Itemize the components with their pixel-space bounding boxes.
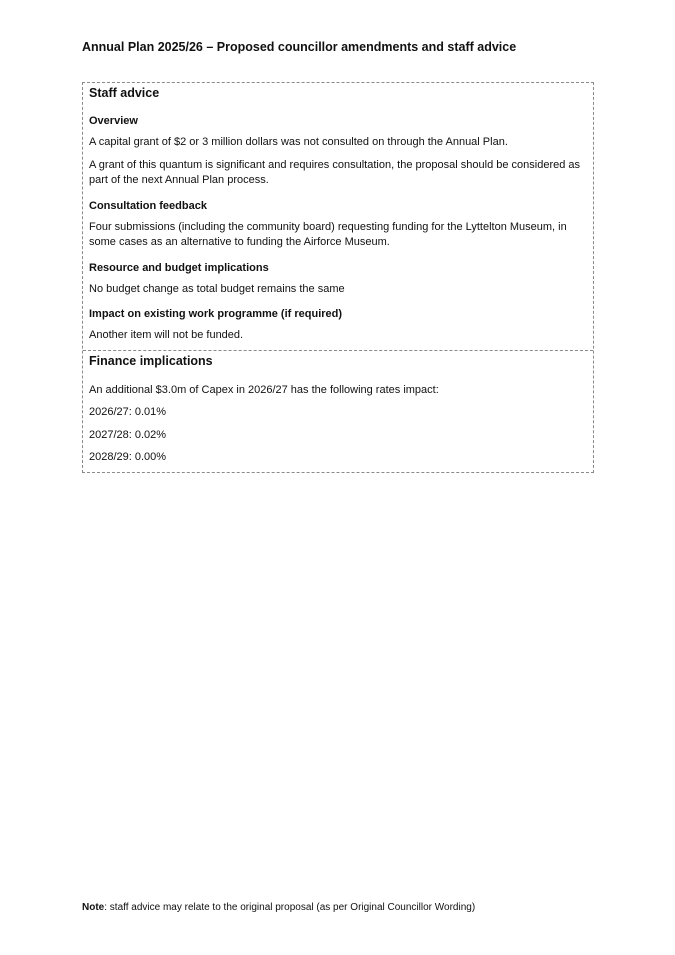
footnote	[82, 902, 475, 913]
rates-impact-2027-28: 2027/28: 0.02%	[89, 428, 167, 441]
page-title: Annual Plan 2025/26 – Proposed councillor amendments and staff advice	[82, 40, 517, 54]
overview-paragraph-1: A capital grant of $2 or 3 million dollars was not consulted on through the Annual Plan.	[89, 136, 508, 148]
consultation-feedback-paragraph: Four submissions (including the community board) requesting funding for the Lyttelton Museum, in some cases as an alternative to funding the Airforce Museum.	[89, 220, 567, 248]
resource-budget-heading: Resource and budget implications	[89, 261, 269, 274]
staff-advice-heading: Staff advice	[89, 86, 160, 100]
footnote-label: Note	[82, 902, 105, 913]
resource-budget-paragraph: No budget change as total budget remains the same	[89, 282, 345, 295]
overview-paragraph-2: A grant of this quantum is significant and requires consultation, the proposal should be considered as part of the next Annual Plan process.	[89, 158, 581, 186]
finance-implications-heading: Finance implications	[89, 353, 213, 368]
consultation-feedback-heading: Consultation feedback	[89, 199, 207, 212]
staff-advice-section	[83, 83, 593, 350]
rates-impact-2026-27: 2026/27: 0.01%	[89, 406, 167, 418]
impact-work-programme-heading: Impact on existing work programme (if required)	[89, 308, 343, 320]
impact-work-programme-paragraph: Another item will not be funded.	[89, 329, 244, 341]
overview-heading: Overview	[89, 115, 138, 127]
staff-advice-box	[82, 82, 594, 473]
finance-intro-paragraph: An additional $3.0m of Capex in 2026/27 has the following rates impact:	[89, 383, 439, 396]
finance-implications-section	[83, 350, 593, 472]
rates-impact-2028-29: 2028/29: 0.00%	[89, 451, 167, 463]
footnote-text: : staff advice may relate to the original proposal (as per Original Councillor Wording)	[104, 902, 476, 913]
